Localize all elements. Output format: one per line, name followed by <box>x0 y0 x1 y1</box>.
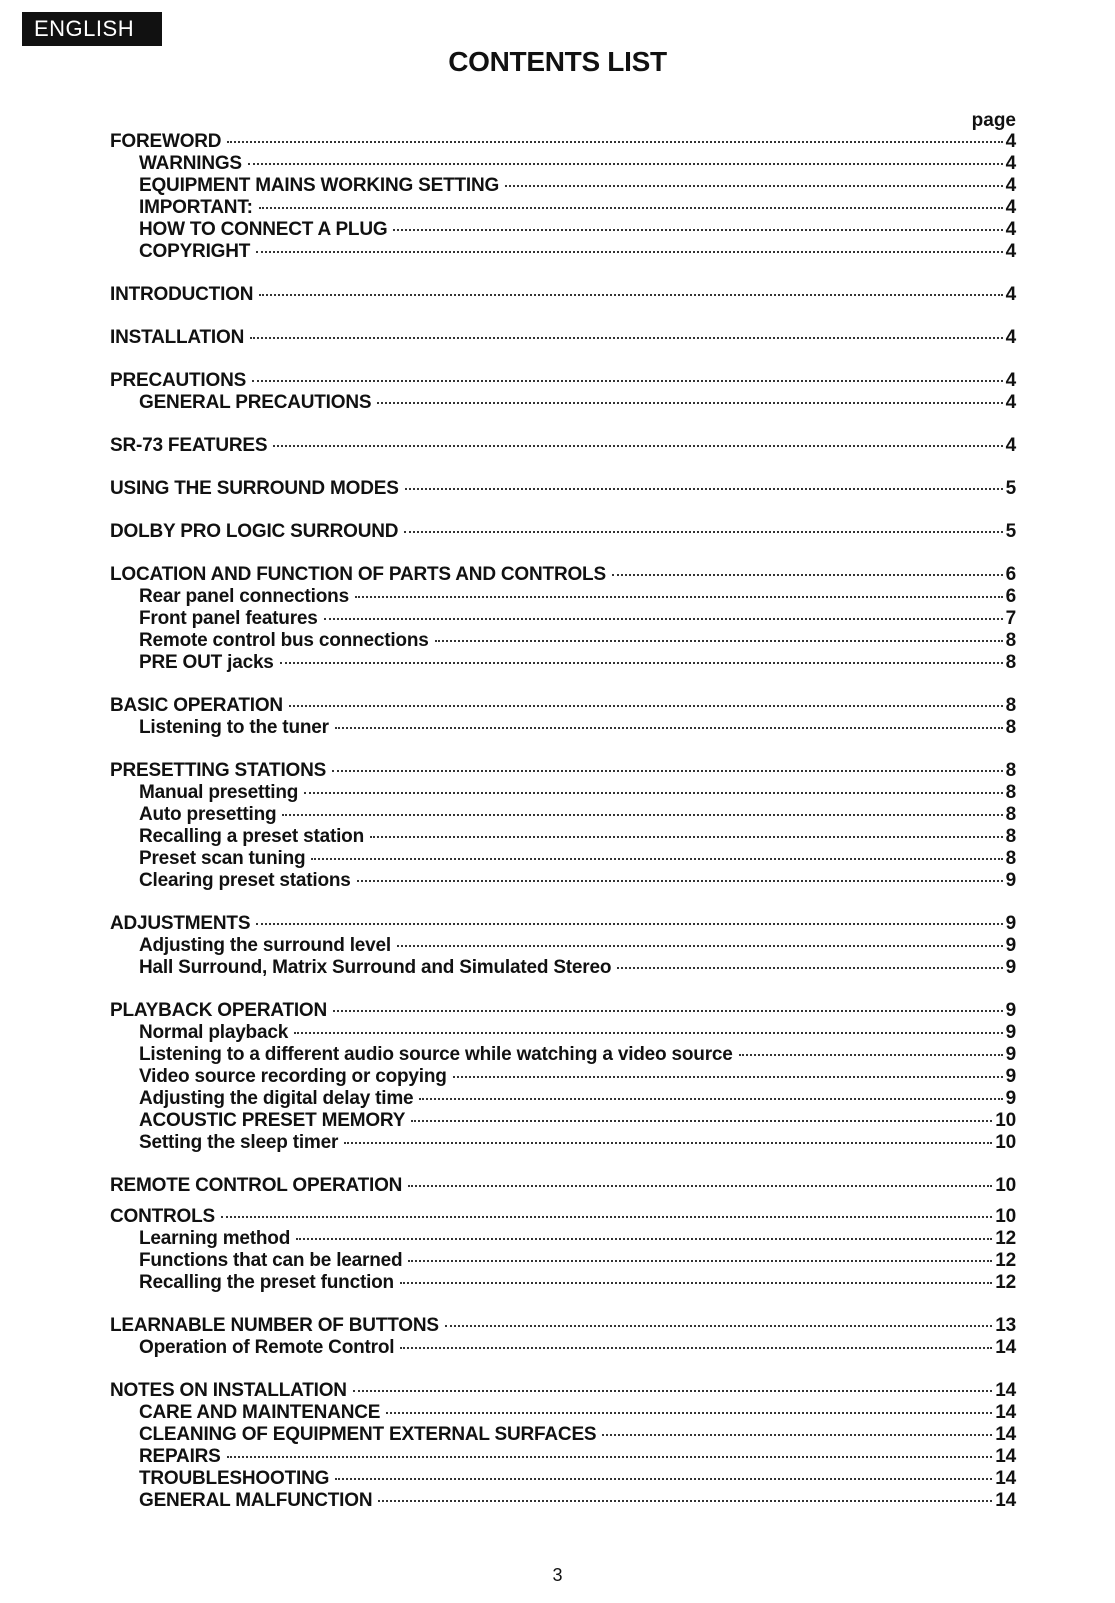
toc-entry-page: 8 <box>1005 695 1016 716</box>
toc-entry-title: REPAIRS <box>139 1446 221 1467</box>
toc-entry-page: 4 <box>1005 197 1016 218</box>
toc-entry <box>110 695 1016 717</box>
dot-leader <box>353 1390 992 1392</box>
toc-entry-page: 14 <box>995 1402 1016 1423</box>
toc-entry <box>110 826 1016 848</box>
toc-entry-page: 9 <box>1005 1066 1016 1087</box>
toc-entry <box>110 241 1016 263</box>
page-title: CONTENTS LIST <box>448 46 667 77</box>
toc-entry-title: PLAYBACK OPERATION <box>110 1000 328 1021</box>
toc-entry <box>110 1088 1016 1110</box>
dot-leader <box>404 531 1002 533</box>
dot-leader <box>393 229 1002 231</box>
toc-entry-page: 8 <box>1005 826 1016 847</box>
toc-entry-page: 4 <box>1005 370 1016 391</box>
toc-entry-page: 4 <box>1005 175 1016 196</box>
dot-leader <box>357 880 1003 882</box>
dot-leader <box>408 1260 992 1262</box>
toc-entry <box>110 1022 1016 1044</box>
footer-page-number: 3 <box>552 1565 563 1585</box>
dot-leader <box>335 727 1003 729</box>
toc-entry-page: 14 <box>995 1337 1016 1358</box>
dot-leader <box>355 596 1003 598</box>
toc-entry-page: 9 <box>1005 870 1016 891</box>
toc-entry-title: Operation of Remote Control <box>139 1337 395 1358</box>
toc-entry-title: PRE OUT jacks <box>139 652 274 673</box>
toc-entry-title: Normal playback <box>139 1022 289 1043</box>
toc-entry-title: Auto presetting <box>139 804 277 825</box>
toc-entry-title: Listening to the tuner <box>139 717 329 738</box>
dot-leader <box>273 445 1002 447</box>
toc-entry <box>110 1228 1016 1250</box>
toc-entry-page: 12 <box>995 1228 1016 1249</box>
toc-entry-title: Adjusting the surround level <box>139 935 391 956</box>
contents-list <box>110 131 1016 1512</box>
dot-leader <box>386 1412 992 1414</box>
toc-entry-page: 9 <box>1005 913 1016 934</box>
dot-leader <box>419 1098 1002 1100</box>
toc-entry-page: 8 <box>1005 652 1016 673</box>
toc-entry-title: GENERAL MALFUNCTION <box>139 1490 373 1511</box>
toc-entry-title: BASIC OPERATION <box>110 695 283 716</box>
dot-leader <box>378 1500 992 1502</box>
toc-entry <box>110 782 1016 804</box>
dot-leader <box>408 1185 992 1187</box>
toc-entry <box>110 1315 1016 1337</box>
toc-entry-page: 12 <box>995 1250 1016 1271</box>
dot-leader <box>400 1282 992 1284</box>
toc-entry-page: 8 <box>1005 848 1016 869</box>
dot-leader <box>332 770 1003 772</box>
dot-leader <box>282 814 1002 816</box>
dot-leader <box>289 705 1003 707</box>
toc-entry-page: 10 <box>995 1110 1016 1131</box>
toc-entry-title: Recalling the preset function <box>139 1272 394 1293</box>
toc-entry <box>110 1337 1016 1359</box>
toc-entry-page: 5 <box>1005 521 1016 542</box>
toc-entry-page: 4 <box>1005 284 1016 305</box>
toc-entry-title: Clearing preset stations <box>139 870 351 891</box>
toc-entry-title: HOW TO CONNECT A PLUG <box>139 219 388 240</box>
toc-entry <box>110 652 1016 674</box>
toc-entry-title: Adjusting the digital delay time <box>139 1088 414 1109</box>
toc-entry-title: FOREWORD <box>110 131 222 152</box>
dot-leader <box>602 1434 992 1436</box>
dot-leader <box>259 294 1002 296</box>
dot-leader <box>324 618 1003 620</box>
toc-entry-title: ACOUSTIC PRESET MEMORY <box>139 1110 406 1131</box>
dot-leader <box>453 1076 1003 1078</box>
toc-entry-page: 14 <box>995 1446 1016 1467</box>
toc-entry-title: INTRODUCTION <box>110 284 254 305</box>
toc-entry <box>110 608 1016 630</box>
toc-entry <box>110 1175 1016 1197</box>
toc-entry-page: 4 <box>1005 219 1016 240</box>
dot-leader <box>333 1010 1003 1012</box>
toc-entry-title: DOLBY PRO LOGIC SURROUND <box>110 521 399 542</box>
toc-entry-page: 9 <box>1005 1000 1016 1021</box>
toc-entry-page: 10 <box>995 1175 1016 1196</box>
dot-leader <box>296 1238 992 1240</box>
toc-entry-page: 9 <box>1005 1044 1016 1065</box>
dot-leader <box>505 185 1003 187</box>
toc-entry-title: Listening to a different audio source while watching a video source <box>139 1044 733 1065</box>
toc-entry-title: Setting the sleep timer <box>139 1132 339 1153</box>
toc-entry <box>110 1250 1016 1272</box>
dot-leader <box>377 402 1002 404</box>
toc-entry-title: INSTALLATION <box>110 327 245 348</box>
toc-entry <box>110 327 1016 349</box>
dot-leader <box>411 1120 992 1122</box>
toc-entry <box>110 586 1016 608</box>
dot-leader <box>221 1216 992 1218</box>
toc-entry-title: Learning method <box>139 1228 291 1249</box>
toc-entry-title: REMOTE CONTROL OPERATION <box>110 1175 403 1196</box>
toc-entry-page: 14 <box>995 1424 1016 1445</box>
toc-entry-page: 5 <box>1005 478 1016 499</box>
toc-entry-title: IMPORTANT: <box>139 197 253 218</box>
toc-entry-title: USING THE SURROUND MODES <box>110 478 399 499</box>
language-badge: ENGLISH <box>22 12 162 46</box>
dot-leader <box>256 251 1002 253</box>
toc-entry <box>110 630 1016 652</box>
toc-entry-title: CARE AND MAINTENANCE <box>139 1402 381 1423</box>
toc-entry-page: 8 <box>1005 804 1016 825</box>
toc-entry-title: PRESETTING STATIONS <box>110 760 327 781</box>
toc-entry-title: Video source recording or copying <box>139 1066 447 1087</box>
dot-leader <box>612 574 1003 576</box>
dot-leader <box>259 207 1003 209</box>
toc-entry <box>110 219 1016 241</box>
toc-entry <box>110 1066 1016 1088</box>
toc-entry <box>110 1402 1016 1424</box>
toc-entry-page: 4 <box>1005 392 1016 413</box>
toc-entry-page: 9 <box>1005 1088 1016 1109</box>
toc-entry-page: 12 <box>995 1272 1016 1293</box>
toc-entry <box>110 435 1016 457</box>
toc-entry-title: Hall Surround, Matrix Surround and Simulated Stereo <box>139 957 612 978</box>
toc-entry-page: 9 <box>1005 1022 1016 1043</box>
toc-entry <box>110 1446 1016 1468</box>
dot-leader <box>445 1325 992 1327</box>
toc-entry-page: 6 <box>1005 564 1016 585</box>
toc-entry <box>110 1044 1016 1066</box>
dot-leader <box>617 967 1002 969</box>
toc-entry <box>110 760 1016 782</box>
toc-entry <box>110 848 1016 870</box>
toc-entry <box>110 1110 1016 1132</box>
toc-entry-title: EQUIPMENT MAINS WORKING SETTING <box>139 175 500 196</box>
toc-entry-title: Recalling a preset station <box>139 826 364 847</box>
toc-entry-page: 4 <box>1005 435 1016 456</box>
toc-entry-page: 4 <box>1005 131 1016 152</box>
dot-leader <box>304 792 1002 794</box>
toc-entry-page: 10 <box>995 1132 1016 1153</box>
toc-entry-title: WARNINGS <box>139 153 242 174</box>
toc-entry <box>110 804 1016 826</box>
dot-leader <box>311 858 1002 860</box>
toc-entry <box>110 392 1016 414</box>
toc-entry-title: TROUBLESHOOTING <box>139 1468 330 1489</box>
toc-entry-title: Front panel features <box>139 608 318 629</box>
toc-entry-title: LEARNABLE NUMBER OF BUTTONS <box>110 1315 439 1336</box>
dot-leader <box>227 1456 993 1458</box>
toc-entry-title: NOTES ON INSTALLATION <box>110 1380 347 1401</box>
toc-entry-page: 8 <box>1005 630 1016 651</box>
toc-entry <box>110 1468 1016 1490</box>
page-column-label: page <box>971 110 1016 131</box>
toc-entry-page: 8 <box>1005 782 1016 803</box>
toc-entry <box>110 131 1016 153</box>
dot-leader <box>739 1054 1003 1056</box>
toc-entry <box>110 1132 1016 1154</box>
toc-entry <box>110 564 1016 586</box>
toc-entry-page: 9 <box>1005 935 1016 956</box>
toc-entry <box>110 1424 1016 1446</box>
toc-entry-title: PRECAUTIONS <box>110 370 247 391</box>
dot-leader <box>248 163 1003 165</box>
toc-entry <box>110 284 1016 306</box>
dot-leader <box>400 1347 992 1349</box>
toc-entry <box>110 478 1016 500</box>
toc-entry-page: 14 <box>995 1380 1016 1401</box>
toc-entry-title: Functions that can be learned <box>139 1250 403 1271</box>
toc-entry-title: COPYRIGHT <box>139 241 251 262</box>
dot-leader <box>227 141 1002 143</box>
dot-leader <box>435 640 1003 642</box>
dot-leader <box>405 488 1003 490</box>
toc-entry-page: 6 <box>1005 586 1016 607</box>
toc-entry-title: Remote control bus connections <box>139 630 429 651</box>
toc-entry <box>110 1000 1016 1022</box>
dot-leader <box>252 380 1003 382</box>
dot-leader <box>280 662 1003 664</box>
toc-entry-title: Rear panel connections <box>139 586 349 607</box>
toc-entry-page: 14 <box>995 1490 1016 1511</box>
toc-entry <box>110 957 1016 979</box>
toc-entry <box>110 521 1016 543</box>
dot-leader <box>250 337 1003 339</box>
toc-entry <box>110 153 1016 175</box>
toc-entry-title: Preset scan tuning <box>139 848 306 869</box>
dot-leader <box>370 836 1003 838</box>
dot-leader <box>256 923 1002 925</box>
toc-entry-page: 4 <box>1005 241 1016 262</box>
toc-entry <box>110 197 1016 219</box>
toc-entry <box>110 1490 1016 1512</box>
toc-entry-page: 7 <box>1005 608 1016 629</box>
toc-entry-title: Manual presetting <box>139 782 299 803</box>
toc-entry-title: SR-73 FEATURES <box>110 435 268 456</box>
toc-entry <box>110 175 1016 197</box>
dot-leader <box>344 1142 992 1144</box>
toc-entry-page: 4 <box>1005 153 1016 174</box>
toc-entry <box>110 370 1016 392</box>
dot-leader <box>397 945 1003 947</box>
toc-entry <box>110 1206 1016 1228</box>
toc-entry <box>110 935 1016 957</box>
toc-entry <box>110 870 1016 892</box>
toc-entry-page: 8 <box>1005 760 1016 781</box>
toc-entry-title: CONTROLS <box>110 1206 216 1227</box>
toc-entry-page: 8 <box>1005 717 1016 738</box>
toc-entry-page: 4 <box>1005 327 1016 348</box>
toc-entry <box>110 913 1016 935</box>
toc-entry-title: GENERAL PRECAUTIONS <box>139 392 372 413</box>
dot-leader <box>335 1478 992 1480</box>
toc-entry-title: ADJUSTMENTS <box>110 913 251 934</box>
toc-entry-page: 14 <box>995 1468 1016 1489</box>
dot-leader <box>294 1032 1003 1034</box>
toc-entry <box>110 1272 1016 1294</box>
toc-entry-page: 9 <box>1005 957 1016 978</box>
toc-entry-title: LOCATION AND FUNCTION OF PARTS AND CONTROLS <box>110 564 606 585</box>
toc-entry <box>110 717 1016 739</box>
toc-entry <box>110 1380 1016 1402</box>
toc-entry-page: 10 <box>995 1206 1016 1227</box>
toc-entry-page: 13 <box>995 1315 1016 1336</box>
toc-entry-title: CLEANING OF EQUIPMENT EXTERNAL SURFACES <box>139 1424 597 1445</box>
